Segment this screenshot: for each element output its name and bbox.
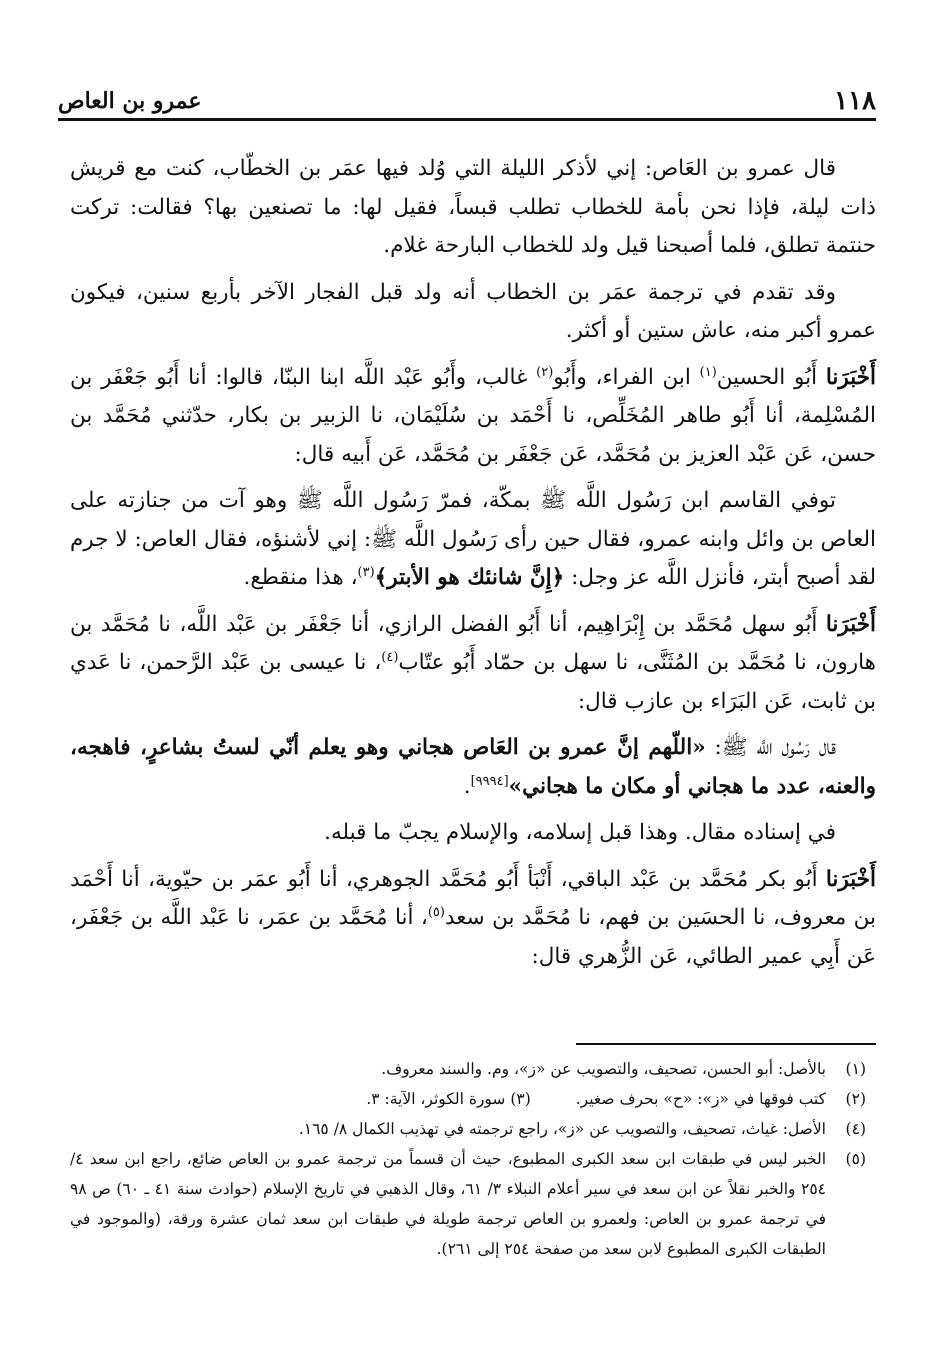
footnote-text: الأصل: غياث، تصحيف، والتصويب عن «ز»، راجع ترجمته في تهذيب الكمال ٨/ ١٦٥. (298, 1120, 826, 1138)
page-number: ١١٨ (834, 86, 876, 116)
text-segment: ، نا عيسى بن عَبْد الرَّحمن، نا عَدي بن ثابت، عَن البَرَاء بن عازب قال: (70, 650, 876, 714)
footnote-ref: (٣) (357, 564, 375, 580)
text-segment: ابن الفراء، وأَبُو (553, 364, 700, 390)
hadith-paragraph (70, 729, 876, 806)
akhbarana-keyword: أَخْبَرَنا (825, 866, 876, 892)
footnote-text: بالأصل: أبو الحسن، تصحيف، والتصويب عن «ز»، وم. والسند معروف. (381, 1060, 826, 1078)
quran-quote: ﴿إِنَّ شانئك هو الأبتر﴾ (374, 565, 565, 590)
footnotes (70, 1054, 866, 1264)
footnote-text: كتب فوقها في «ز»: «ح» بحرف صغير. (575, 1090, 826, 1108)
footnote-number: (١) (845, 1060, 866, 1078)
hadith-text: «اللّهم إنَّ عمرو بن العَاص هجاني وهو يعلم أنّي لستُ بشاعرٍ، فاهجه، والعنه، عدد ما هجاني أو مكان ما هجاني» (70, 735, 876, 799)
footnote-ref: (٥) (427, 904, 445, 920)
akhbarana-keyword: أَخْبَرَنا (825, 364, 876, 390)
text-segment: . (463, 773, 471, 799)
page-header (58, 82, 876, 121)
main-text (70, 150, 876, 984)
footnote-divider (576, 1043, 876, 1045)
paragraph-4 (70, 482, 876, 598)
paragraph-2: وقد تقدم في ترجمة عمَر بن الخطاب أنه ولد قبل الفجار الآخر بأربع سنين، فيكون عمرو أكبر منه، عاش ستين أو أكثر. (70, 279, 876, 343)
footnote-number: (٣) (510, 1090, 531, 1108)
text-segment: توفي القاسم ابن رَسُول اللَّه ﷺ بمكّة، فمرّ رَسُول اللَّه ﷺ وهو آت من جنازته على العاص بن وائل وابنه عمرو، فقال حين رأى رَسُول اللَّه ﷺ: إني لأشنؤه، فقال العاص: لا جرم لقد أصبح أبتر، فأنزل اللَّه عز وجل: (70, 488, 876, 590)
isnad-paragraph-3 (70, 861, 876, 977)
footnote-number: (٢) (845, 1090, 866, 1108)
footnote-number: (٤) (845, 1120, 866, 1138)
akhbarana-keyword: أَخْبَرَنا (825, 611, 876, 637)
text-segment: أَبُو سهل مُحَمَّد بن إِبْرَاهِيم، أنا أَبُو الفضل الرازي، أنا جَعْفَر بن عَبْد اللَّه، نا مُحَمَّد بن هارون، نا مُحَمَّد بن المُثَنَّى، نا سهل بن حمّاد أَبُو عتّاب (70, 611, 876, 675)
text-segment: غالب، وأَبُو عَبْد اللَّه ابنا البنّا، قالوا: أنا أَبُو جَعْفَر بن المُسْلِمة، أنا أَبُو طاهر المُخَلِّص، نا أَحْمَد بن سُلَيْمَان، نا الزبير بن بكار، حدّثني مُحَمَّد بن حسن، عَن عَبْد العزيز بن مُحَمَّد، عَن جَعْفَر بن مُحَمَّد، عَن أَبيه قال: (70, 364, 876, 467)
footnote-ref: (٢) (536, 364, 554, 380)
footnote-number: (٥) (845, 1150, 866, 1168)
hadith-number: [٩٩٩٤] (470, 773, 509, 789)
footnote-5 (70, 1144, 866, 1264)
footnote-text: سورة الكوثر، الآية: ٣. (366, 1090, 506, 1108)
paragraph-7: في إسناده مقال. وهذا قبل إسلامه، والإسلام يجبّ ما قبله. (324, 820, 836, 845)
footnote-1 (70, 1054, 866, 1084)
footnote-ref: (٤) (381, 649, 399, 665)
text-segment: ، هذا منقطع. (243, 565, 358, 590)
isnad-paragraph-2 (70, 606, 876, 722)
text-segment: ، أنا مُحَمَّد بن عمَر، نا عَبْد اللَّه بن جَعْفَر، عَن أَبِي عمير الطائي، عَن الزُّهري قال: (70, 905, 876, 969)
paragraph-1: قال عمرو بن العَاص: إني لأذكر الليلة التي وُلد فيها عمَر بن الخطّاب، كنت مع قريش ذات ليلة، فإذا نحن بأمة للخطاب تطلب قبساً، فقيل لها: ما تصنعين بها؟ فقالت: تركت حنتمة تطلق، فلما أصبحنا قيل ولد للخطاب البارحة غلام. (70, 156, 876, 258)
footnote-text: الخبر ليس في طبقات ابن سعد الكبرى المطبوع، حيث أن قسماً من ترجمة عمرو بن العاص ضائع، راجع ابن سعد ٤/ ٢٥٤ والخبر نقلاً عن ابن سعد في سير أعلام النبلاء ٣/ ٦١، وقال الذهبي في تاريخ الإسلام (حوادث سنة ٤١ ـ ٦٠) ص ٩٨ في ترجمة عمرو بن العاص: ولعمرو بن العاص ترجمة طويلة في طبقات ابن سعد ثمان عشرة ورقة، (والموجود في الطبقات الكبرى المطبوع لابن سعد من صفحة ٢٥٤ إلى ٢٦١). (70, 1150, 826, 1258)
footnote-2 (70, 1084, 866, 1114)
running-title: عمرو بن العاص (58, 88, 202, 114)
footnote-ref: (١) (699, 364, 717, 380)
text-segment: أَبُو بكر مُحَمَّد بن عَبْد الباقي، أَنْبَأ أَبُو مُحَمَّد الجوهري، أنا أَبُو عمَر بن حيّوية، أنا أَحْمَد بن معروف، نا الحسَين بن فهم، نا مُحَمَّد بن سعد (70, 866, 876, 930)
text-segment: أَبُو الحسين (716, 364, 826, 390)
text-segment: قال رَسُول اللَّه ﷺ: (705, 735, 836, 760)
footnote-4 (70, 1114, 866, 1144)
isnad-paragraph-1 (70, 359, 876, 475)
